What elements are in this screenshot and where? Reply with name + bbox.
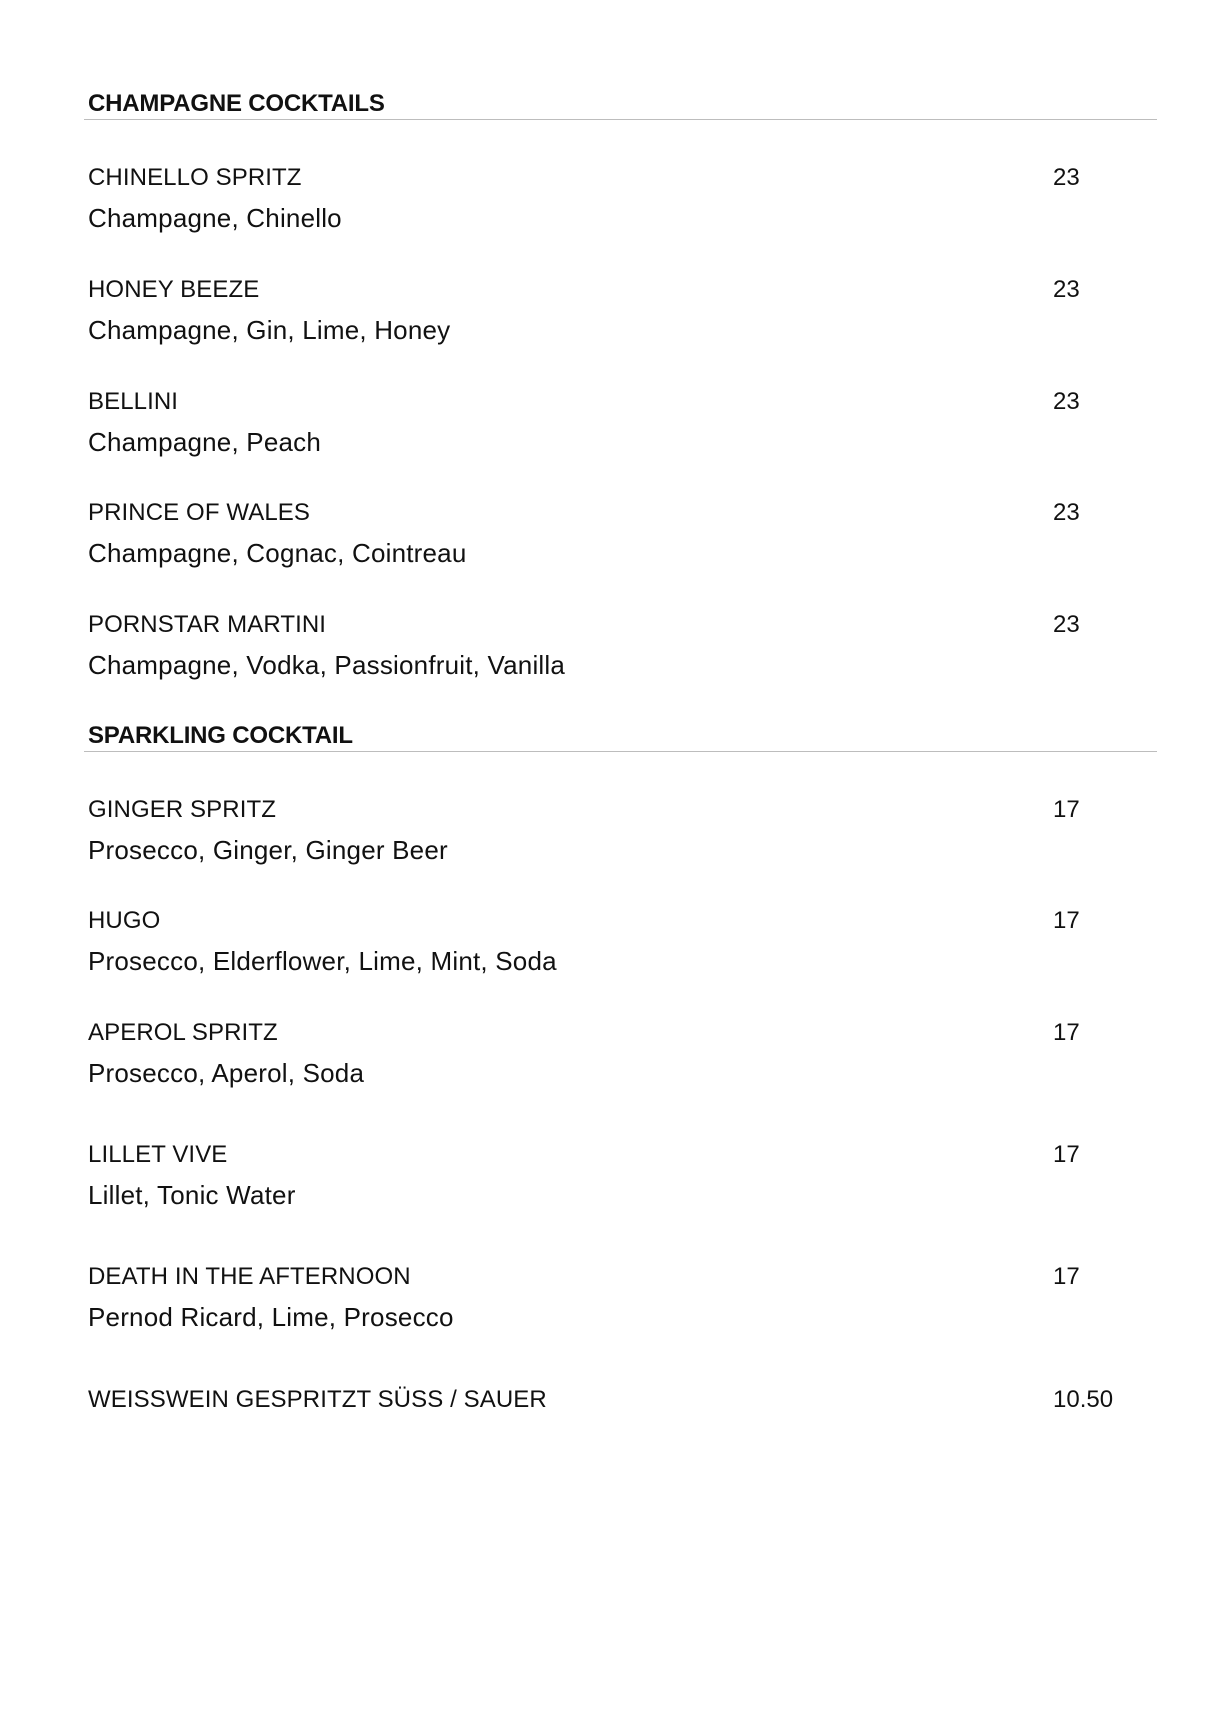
item-name: CHINELLO SPRITZ: [88, 164, 302, 191]
section-heading: CHAMPAGNE COCKTAILS: [88, 90, 385, 117]
item-description: Prosecco, Ginger, Ginger Beer: [88, 835, 448, 865]
item-description: Champagne, Vodka, Passionfruit, Vanilla: [88, 650, 566, 680]
section-divider: [84, 119, 1157, 120]
item-name: HONEY BEEZE: [88, 276, 260, 303]
item-name: APEROL SPRITZ: [88, 1019, 278, 1046]
item-price: 17: [1053, 1019, 1080, 1046]
item-name: HUGO: [88, 907, 161, 934]
item-name: PORNSTAR MARTINI: [88, 611, 327, 638]
item-name: BELLINI: [88, 388, 179, 415]
item-price: 23: [1053, 276, 1080, 303]
item-description: Champagne, Gin, Lime, Honey: [88, 315, 451, 345]
item-description: Lillet, Tonic Water: [88, 1180, 296, 1210]
item-price: 23: [1053, 611, 1080, 638]
section-heading: SPARKLING COCKTAIL: [88, 722, 353, 749]
item-description: Champagne, Chinello: [88, 203, 342, 233]
item-description: Prosecco, Elderflower, Lime, Mint, Soda: [88, 946, 557, 976]
item-price: 17: [1053, 1141, 1080, 1168]
item-description: Pernod Ricard, Lime, Prosecco: [88, 1302, 454, 1332]
item-name: DEATH IN THE AFTERNOON: [88, 1263, 411, 1290]
item-description: Champagne, Peach: [88, 427, 322, 457]
item-price: 23: [1053, 499, 1080, 526]
item-price: 10.50: [1053, 1386, 1114, 1413]
item-price: 17: [1053, 907, 1080, 934]
item-price: 23: [1053, 164, 1080, 191]
item-description: Champagne, Cognac, Cointreau: [88, 538, 467, 568]
item-price: 23: [1053, 388, 1080, 415]
item-name: LILLET VIVE: [88, 1141, 228, 1168]
item-name: WEISSWEIN GESPRITZT SÜSS / SAUER: [88, 1386, 547, 1413]
item-description: Prosecco, Aperol, Soda: [88, 1058, 365, 1088]
item-price: 17: [1053, 796, 1080, 823]
item-price: 17: [1053, 1263, 1080, 1290]
item-name: PRINCE OF WALES: [88, 499, 310, 526]
section-divider: [84, 751, 1157, 752]
item-name: GINGER SPRITZ: [88, 796, 276, 823]
